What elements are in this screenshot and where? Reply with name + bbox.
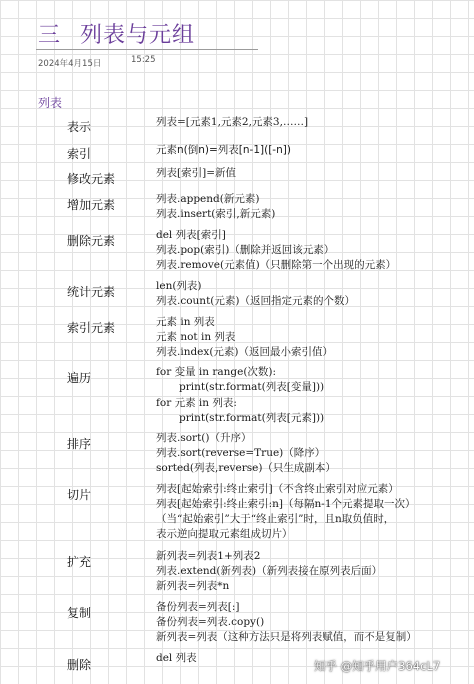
row-label-copy: 复制 bbox=[67, 606, 92, 620]
row-line: print(str.format(列表[变量])) bbox=[179, 381, 325, 393]
row-label-iterate: 遍历 bbox=[67, 371, 92, 385]
row-line: sorted(列表,reverse)（只生成副本） bbox=[156, 462, 336, 474]
row-line: print(str.format(列表[元素])) bbox=[179, 412, 325, 424]
row-label-representation: 表示 bbox=[67, 120, 92, 134]
row-line: 备份列表=列表.copy() bbox=[156, 616, 265, 628]
title-underline bbox=[36, 49, 258, 50]
note-date: 2024年4月15日 bbox=[38, 59, 102, 69]
row-line: 列表[起始索引:终止索引]（不含终止索引对应元素） bbox=[156, 483, 399, 495]
row-line: 元素 not in 列表 bbox=[156, 331, 236, 343]
row-line: 新列表=列表（这种方法只是将列表赋值，而不是复制） bbox=[156, 631, 417, 643]
row-line: 元素n(倒n)=列表[n-1]([-n]) bbox=[156, 144, 291, 156]
row-line: 列表=[元素1,元素2,元素3,……] bbox=[156, 116, 309, 128]
row-line: 新列表=列表1+列表2 bbox=[156, 550, 261, 562]
row-line: 列表[索引]=新值 bbox=[156, 167, 236, 179]
row-line: len(列表) bbox=[156, 280, 202, 292]
row-label-delete-list: 删除 bbox=[67, 658, 92, 672]
row-line: del 列表[索引] bbox=[156, 229, 226, 241]
watermark: 知乎 @知乎用户364cL7 bbox=[314, 659, 441, 673]
row-line: 列表.count(元素)（返回指定元素的个数） bbox=[156, 295, 355, 307]
row-label-index: 索引 bbox=[67, 147, 92, 161]
row-line: 元素 in 列表 bbox=[156, 316, 215, 328]
row-line: 列表.remove(元素值)（只删除第一个出现的元素） bbox=[156, 259, 397, 271]
title-text: 列表与元组 bbox=[80, 23, 196, 48]
row-label-find: 索引元素 bbox=[67, 321, 116, 335]
row-line: del 列表 bbox=[156, 652, 197, 664]
section-heading: 列表 bbox=[38, 96, 63, 110]
row-label-delete-element: 删除元素 bbox=[67, 234, 116, 248]
row-label-extend: 扩充 bbox=[67, 555, 92, 569]
row-line: （当“起始索引”大于“终止索引”时，且n取负值时， bbox=[156, 513, 395, 525]
row-line: 备份列表=列表[:] bbox=[156, 601, 240, 613]
row-line: 列表[起始索引:终止索引:n]（每隔n-1个元素提取一次） bbox=[156, 498, 416, 510]
row-label-modify: 修改元素 bbox=[67, 172, 116, 186]
row-label-sort: 排序 bbox=[67, 437, 92, 451]
row-line: 新列表=列表*n bbox=[156, 580, 230, 592]
row-line: 列表.extend(新列表)（新列表接在原列表后面） bbox=[156, 565, 383, 577]
row-line: for 元素 in 列表: bbox=[156, 397, 237, 409]
row-line: 列表.pop(索引)（删除并返回该元素） bbox=[156, 244, 335, 256]
row-label-slice: 切片 bbox=[67, 488, 92, 502]
row-line: for 变量 in range(次数): bbox=[156, 366, 277, 378]
title-number: 三 bbox=[38, 23, 62, 48]
row-line: 列表.index(元素)（返回最小索引值） bbox=[156, 346, 334, 358]
page-title bbox=[38, 18, 195, 49]
row-line: 列表.append(新元素) bbox=[156, 193, 260, 205]
row-line: 表示逆向提取元素组成切片） bbox=[156, 528, 293, 540]
row-line: 列表.sort(reverse=True)（降序） bbox=[156, 447, 326, 459]
row-line: 列表.insert(索引,新元素) bbox=[156, 208, 276, 220]
row-label-add: 增加元素 bbox=[67, 198, 116, 212]
note-time: 15:25 bbox=[131, 55, 156, 65]
row-label-count: 统计元素 bbox=[67, 285, 116, 299]
row-line: 列表.sort()（升序） bbox=[156, 432, 252, 444]
